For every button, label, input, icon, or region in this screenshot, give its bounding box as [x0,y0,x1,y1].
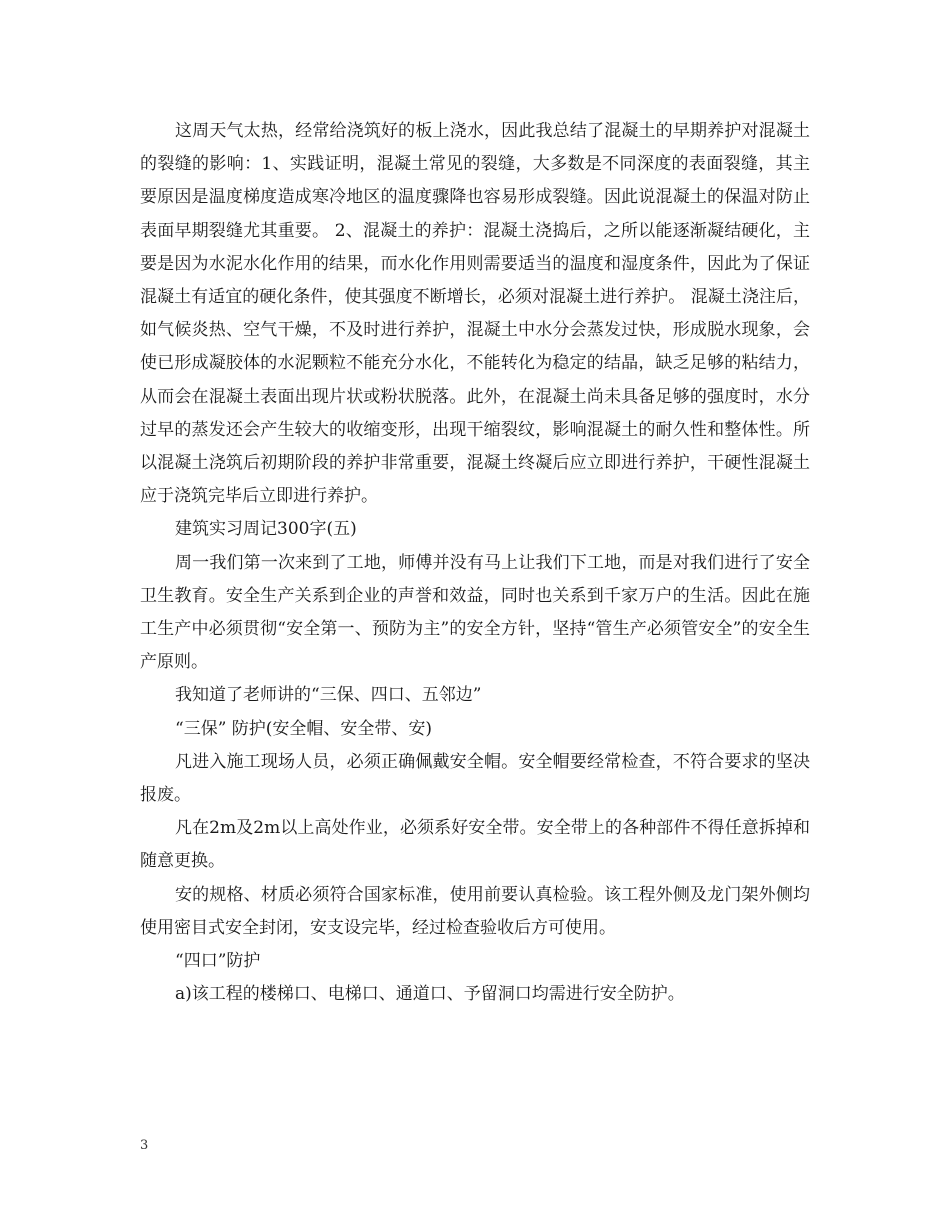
paragraph-safety-net: 安的规格、材质必须符合国家标准，使用前要认真检验。该工程外侧及龙门架外侧均使用密目式安全封闭，安支设完毕，经过检查验收后方可使用。 [140,884,810,938]
paragraph-section-heading: 建筑实习周记300字(五) [175,519,357,540]
document-body [140,115,810,1011]
paragraph-safety-education: 周一我们第一次来到了工地，师傅并没有马上让我们下工地，而是对我们进行了安全卫生教育。安全生产关系到企业的声誉和效益，同时也关系到千家万户的生活。因此在施工生产中必须贯彻“安全第一、预防为主”的安全方针，坚持“管生产必须管安全”的安全生产原则。 [140,552,810,673]
page-number: 3 [140,1138,149,1153]
paragraph-four-openings-heading: “四口”防护 [175,951,261,972]
paragraph-safety-helmet: 凡进入施工现场人员，必须正确佩戴安全帽。安全帽要经常检查，不符合要求的坚决报废。 [140,751,810,806]
paragraph-safety-belt: 凡在2m及2m以上高处作业，必须系好安全带。安全带上的各种部件不得任意拆掉和随意更换。 [140,818,810,872]
paragraph-teacher-said: 我知道了老师讲的“三保、四口、五邻边” [175,685,482,706]
paragraph-openings-protection: a)该工程的楼梯口、电梯口、通道口、予留洞口均需进行安全防护。 [175,984,685,1005]
paragraph-three-protections-heading: “三保” 防护(安全帽、安全带、安) [175,718,433,739]
paragraph-curing-cracks: 这周天气太热，经常给浇筑好的板上浇水，因此我总结了混凝土的早期养护对混凝土的裂缝的影响：1、实践证明，混凝土常见的裂缝，大多数是不同深度的表面裂缝，其主要原因是温度梯度造成寒冷地区的温度骤降也容易形成裂缝。因此说混凝土的保温对防止表面早期裂缝尤其重要。 2、混凝土的养护：混凝土浇捣后，之所以能逐渐凝结硬化，主要是因为水泥水化作用的结果，而水化作用则需要适当的温度和湿度条件，因此为了保证混凝土有适宜的硬化条件，使其强度不断增长，必须对混凝土进行养护。 混凝土浇注后，如气候炎热、空气干燥，不及时进行养护，混凝土中水分会蒸发过快，形成脱水现象，会使已形成凝胶体的水泥颗粒不能充分水化，不能转化为稳定的结晶，缺乏足够的粘结力，从而会在混凝土表面出现片状或粉状脱落。此外，在混凝土尚未具备足够的强度时，水分过早的蒸发还会产生较大的收缩变形，出现干缩裂纹，影响混凝土的耐久性和整体性。所以混凝土浇筑后初期阶段的养护非常重要，混凝土终凝后应立即进行养护，干硬性混凝土应于浇筑完毕后立即进行养护。 [140,121,810,507]
